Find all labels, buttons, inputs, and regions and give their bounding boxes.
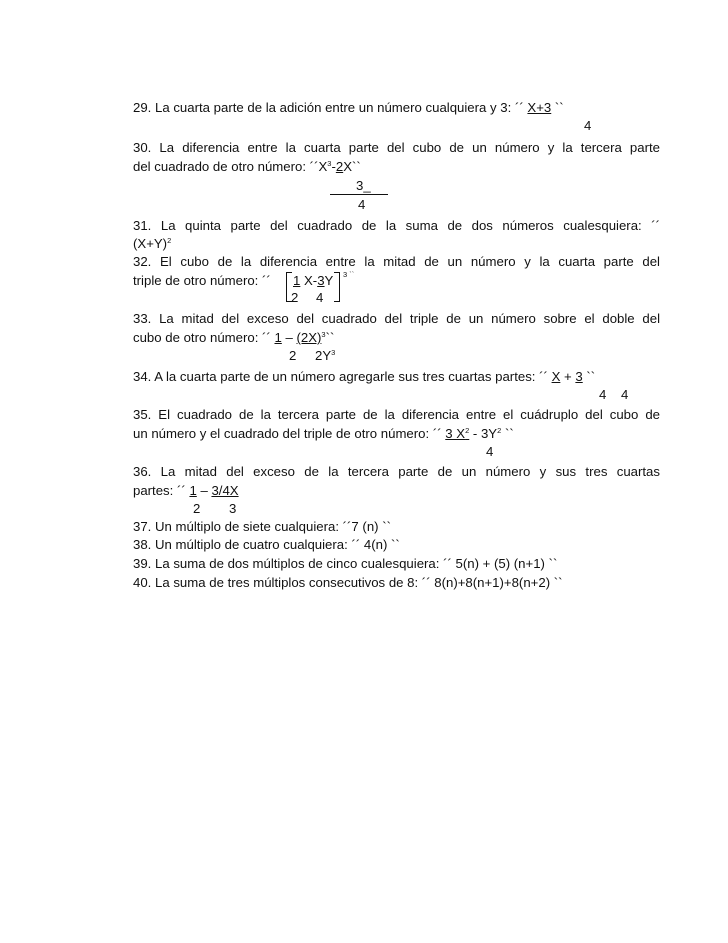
item-36-line1: 36. La mitad del exceso de la tercera parte de un número y sus tres cuartas [133,464,660,479]
item-35-denominator: 4 [486,444,494,459]
item-34-x: X [551,369,561,384]
item-30-three: 3_ [356,178,371,193]
item-32-den2: 4 [316,290,324,305]
item-29 [133,100,564,116]
item-31-exponent: 2 [167,236,172,245]
item-36-line2 [133,483,239,499]
item-33-den2-group [315,348,335,364]
item-33-line2 [133,330,334,346]
item-32-y: Y [324,273,334,288]
item-32-line2 [133,273,271,289]
item-37: 37. Un múltiplo de siete cualquiera: ´´7 (n) `` [133,519,391,534]
item-30-two: 2 [335,159,344,174]
item-34-three: 3 [575,369,583,384]
item-32-text: triple de otro número: ´´ [133,273,271,288]
item-35-num: 3 X [445,426,466,441]
item-33-den2: 2Y [315,348,332,363]
item-32-den1: 2 [291,290,299,305]
item-35-close: `` [501,426,514,441]
item-33-dash: – [281,330,297,345]
item-35-line1: 35. El cuadrado de la tercera parte de la diferencia entre el cuádruplo del cubo de [133,407,660,422]
item-35-line2 [133,426,514,442]
item-35-text: un número y el cuadrado del triple de otro número: ´´ [133,426,446,441]
item-38: 38. Un múltiplo de cuatro cualquiera: ´´ 4(n) `` [133,537,400,552]
item-36-den2: 3 [229,501,237,516]
item-32-three: 3 [317,273,325,288]
item-29-close: `` [551,100,564,115]
item-35-numerator [445,426,469,441]
item-30-four: 4 [358,197,366,212]
item-30-tail: X`` [343,159,361,174]
item-34-close: `` [582,369,596,384]
item-30-fraction-bar [330,194,388,195]
item-29-text: 29. La cuarta parte de la adición entre un número cualquiera y 3: ´´ [133,100,528,115]
item-33-den2-exponent: 3 [331,348,336,357]
item-32-exponent-group [343,270,354,280]
item-34-text: 34. A la cuarta parte de un número agregarle sus tres cuartas partes: ´´ [133,369,552,384]
item-36-text: partes: ´´ [133,483,190,498]
item-29-denominator: 4 [584,118,592,133]
item-34-den2: 4 [621,387,629,402]
item-35-exponent: 2 [465,426,470,435]
item-33-one: 1 [274,330,282,345]
item-30-minus: - [331,159,336,174]
item-32-right-bracket [334,272,340,302]
item-35-tail: - 3Y [469,426,498,441]
item-35-tail-exponent: 2 [497,426,502,435]
item-34-plus: + [560,369,576,384]
item-33-text: cubo de otro número: ´´ [133,330,275,345]
item-32-line1: 32. El cubo de la diferencia entre la mitad de un número y la cuarta parte del [133,254,660,269]
item-32-one: 1 [293,273,301,288]
item-32-expression [293,273,333,289]
item-34-den1: 4 [599,387,607,402]
item-30-exponent: 3 [327,159,332,168]
item-36-fraction: 3/4X [211,483,239,498]
item-36-one: 1 [189,483,197,498]
item-33-close: `` [325,330,335,345]
item-32-x: X- [300,273,318,288]
item-36-den1: 2 [193,501,201,516]
item-34 [133,369,595,385]
item-31-text: (X+Y) [133,236,168,251]
item-30-text: del cuadrado de otro número: ´´X [133,159,328,174]
item-39: 39. La suma de dos múltiplos de cinco cualesquiera: ´´ 5(n) + (5) (n+1) `` [133,556,558,571]
item-40: 40. La suma de tres múltiplos consecutivos de 8: ´´ 8(n)+8(n+1)+8(n+2) `` [133,575,563,590]
item-32-exponent: 3 [343,270,348,279]
item-33-line1: 33. La mitad del exceso del cuadrado del triple de un número sobre el doble del [133,311,660,326]
item-32-close: `` [349,270,355,279]
item-33-exponent: 3 [321,330,326,339]
item-29-numerator: X+3 [527,100,552,115]
item-33-den1: 2 [289,348,297,363]
item-30-line1: 30. La diferencia entre la cuarta parte del cubo de un número y la tercera parte [133,140,660,155]
item-31-line2 [133,236,171,252]
item-36-dash: – [196,483,212,498]
item-31-line1: 31. La quinta parte del cuadrado de la suma de dos números cualesquiera: ´´ [133,218,660,233]
item-33-numerator: (2X) [296,330,322,345]
item-30-line2 [133,159,361,175]
